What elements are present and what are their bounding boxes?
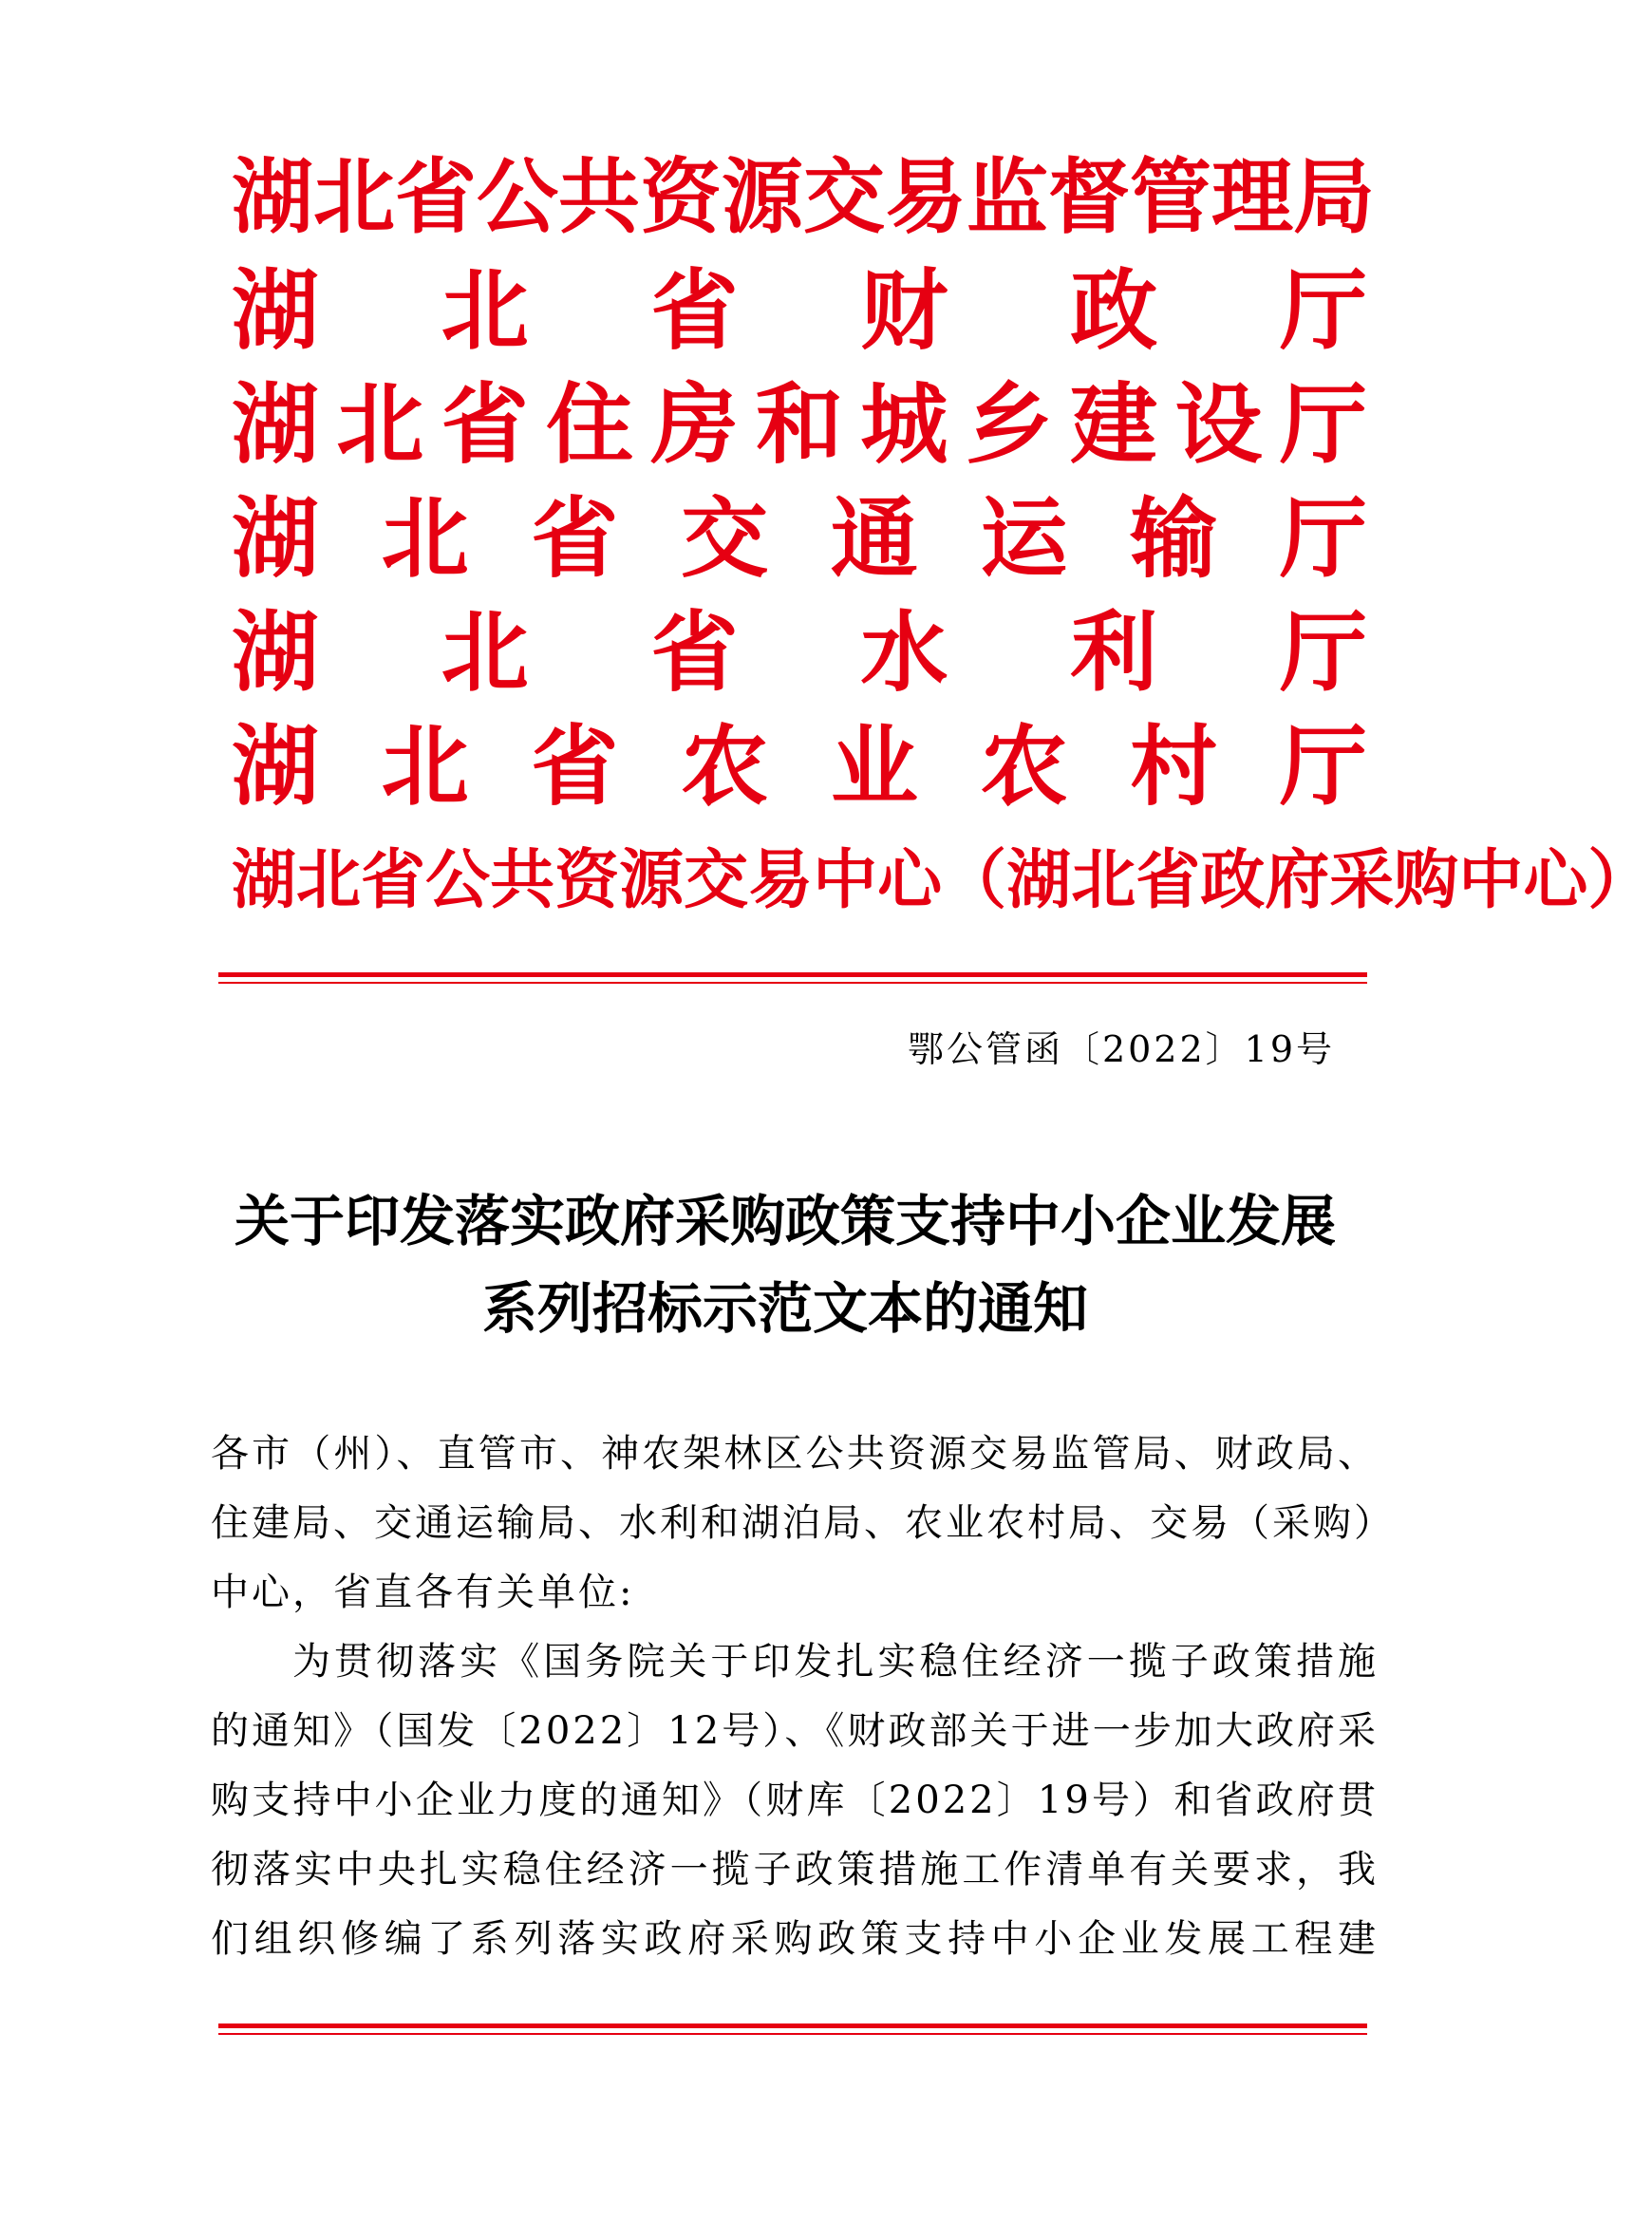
document-title — [190, 1177, 1380, 1352]
authority-char: 易 — [748, 843, 814, 918]
authority-char: 住 — [546, 374, 634, 476]
authority-char: 厅 — [1279, 260, 1367, 362]
footer-red-rule — [218, 2023, 1367, 2035]
document-number: 鄂公管函〔2022〕19号 — [907, 1028, 1335, 1070]
authority-char: 督 — [1048, 150, 1130, 245]
authority-char: 省 — [395, 150, 477, 245]
authority-char: 村 — [1130, 716, 1218, 818]
authority-char: 省 — [1136, 843, 1201, 918]
authority-char: 湖 — [232, 716, 320, 818]
authority-char: 利 — [1070, 602, 1158, 704]
authority-char: 共 — [490, 843, 555, 918]
authority-char: 资 — [554, 843, 620, 918]
authority-char: 北 — [296, 843, 362, 918]
body-line-5: 的通知》（国发〔2022〕12号）、《财政部关于进一步加大政府采 — [211, 1709, 1379, 1753]
authority-char: 中 — [813, 843, 878, 918]
authority-char: 北 — [381, 716, 469, 818]
authority-char: 交 — [684, 843, 749, 918]
authority-char: （ — [942, 843, 1007, 918]
authority-char: 财 — [860, 260, 948, 362]
authority-char: 理 — [1211, 150, 1293, 245]
footer-rule-thin — [218, 2033, 1367, 2035]
body-line-3: 中心，省直各有关单位: — [211, 1571, 635, 1614]
authority-line-1 — [232, 150, 1375, 245]
authority-char: 局 — [1293, 150, 1375, 245]
authority-char: 厅 — [1279, 374, 1367, 476]
authority-char: 湖 — [232, 260, 320, 362]
body-line-4: 为贯彻落实《国务院关于印发扎实稳住经济一揽子政策措施 — [292, 1640, 1379, 1684]
authority-char: ） — [1587, 843, 1652, 918]
authority-char: 厅 — [1279, 602, 1367, 704]
authority-char: 中 — [1458, 843, 1524, 918]
authority-char: 省 — [441, 374, 529, 476]
authority-char: 省 — [650, 260, 739, 362]
authority-char: 北 — [1071, 843, 1136, 918]
authority-line-2 — [232, 260, 1367, 362]
authority-char: 业 — [830, 716, 918, 818]
authority-char: 湖 — [232, 602, 320, 704]
authority-char: 城 — [860, 374, 948, 476]
body-line-6: 购支持中小企业力度的通知》（财库〔2022〕19号）和省政府贯 — [211, 1779, 1379, 1822]
authority-char: 共 — [558, 150, 640, 245]
authority-char: 公 — [477, 150, 558, 245]
title-line-2: 系列招标示范文本的通知 — [481, 1276, 1088, 1341]
authority-char: 和 — [755, 374, 843, 476]
authority-char: 输 — [1130, 488, 1218, 590]
header-rule-thick — [218, 972, 1367, 977]
authority-char: 厅 — [1279, 716, 1367, 818]
authority-char: 资 — [640, 150, 722, 245]
authority-char: 交 — [681, 488, 769, 590]
body-line-1: 各市（州）、直管市、神农架林区公共资源交易监管局、财政局、 — [211, 1432, 1379, 1476]
authority-line-7 — [232, 834, 1652, 929]
authority-char: 心 — [877, 843, 943, 918]
header-red-rule — [218, 972, 1367, 984]
authority-char: 北 — [441, 602, 529, 704]
authority-char: 湖 — [232, 488, 320, 590]
document-body — [211, 1420, 1395, 1974]
title-line-1: 关于印发落实政府采购政策支持中小企业发展 — [234, 1189, 1336, 1253]
header-rule-thin — [218, 982, 1367, 984]
authority-char: 房 — [650, 374, 739, 476]
authority-char: 省 — [650, 602, 739, 704]
authority-char: 湖 — [232, 150, 313, 245]
body-line-7: 彻落实中央扎实稳住经济一揽子政策措施工作清单有关要求，我 — [211, 1848, 1379, 1892]
authority-line-4 — [232, 488, 1367, 590]
authority-char: 运 — [980, 488, 1068, 590]
authority-char: 农 — [681, 716, 769, 818]
authority-char: 乡 — [965, 374, 1053, 476]
authority-char: 政 — [1200, 843, 1266, 918]
authority-char: 省 — [531, 716, 619, 818]
authority-char: 建 — [1070, 374, 1158, 476]
authority-char: 购 — [1394, 843, 1459, 918]
authority-line-3 — [232, 374, 1367, 476]
authority-char: 北 — [313, 150, 395, 245]
authority-line-6 — [232, 716, 1367, 818]
authority-char: 政 — [1070, 260, 1158, 362]
authority-char: 北 — [381, 488, 469, 590]
authority-char: 厅 — [1279, 488, 1367, 590]
authority-char: 湖 — [232, 374, 320, 476]
authority-char: 源 — [722, 150, 803, 245]
authority-char: 监 — [967, 150, 1048, 245]
authority-char: 采 — [1329, 843, 1395, 918]
issuing-authorities-header — [232, 150, 1652, 948]
authority-char: 湖 — [1006, 843, 1072, 918]
authority-line-5 — [232, 602, 1367, 704]
authority-char: 管 — [1130, 150, 1211, 245]
authority-char: 农 — [980, 716, 1068, 818]
authority-char: 公 — [425, 843, 491, 918]
authority-char: 易 — [885, 150, 967, 245]
authority-char: 省 — [531, 488, 619, 590]
authority-char: 湖 — [232, 843, 297, 918]
authority-char: 水 — [860, 602, 948, 704]
authority-char: 心 — [1523, 843, 1588, 918]
body-line-2: 住建局、交通运输局、水利和湖泊局、农业农村局、交易（采购） — [211, 1501, 1395, 1545]
footer-rule-thick — [218, 2023, 1367, 2028]
authority-char: 北 — [336, 374, 424, 476]
body-line-8: 们组织修编了系列落实政府采购政策支持中小企业发展工程建 — [211, 1917, 1379, 1961]
authority-char: 设 — [1174, 374, 1263, 476]
authority-char: 北 — [441, 260, 529, 362]
authority-char: 通 — [830, 488, 918, 590]
authority-char: 交 — [803, 150, 885, 245]
authority-char: 府 — [1265, 843, 1330, 918]
authority-char: 源 — [619, 843, 685, 918]
authority-char: 省 — [361, 843, 426, 918]
